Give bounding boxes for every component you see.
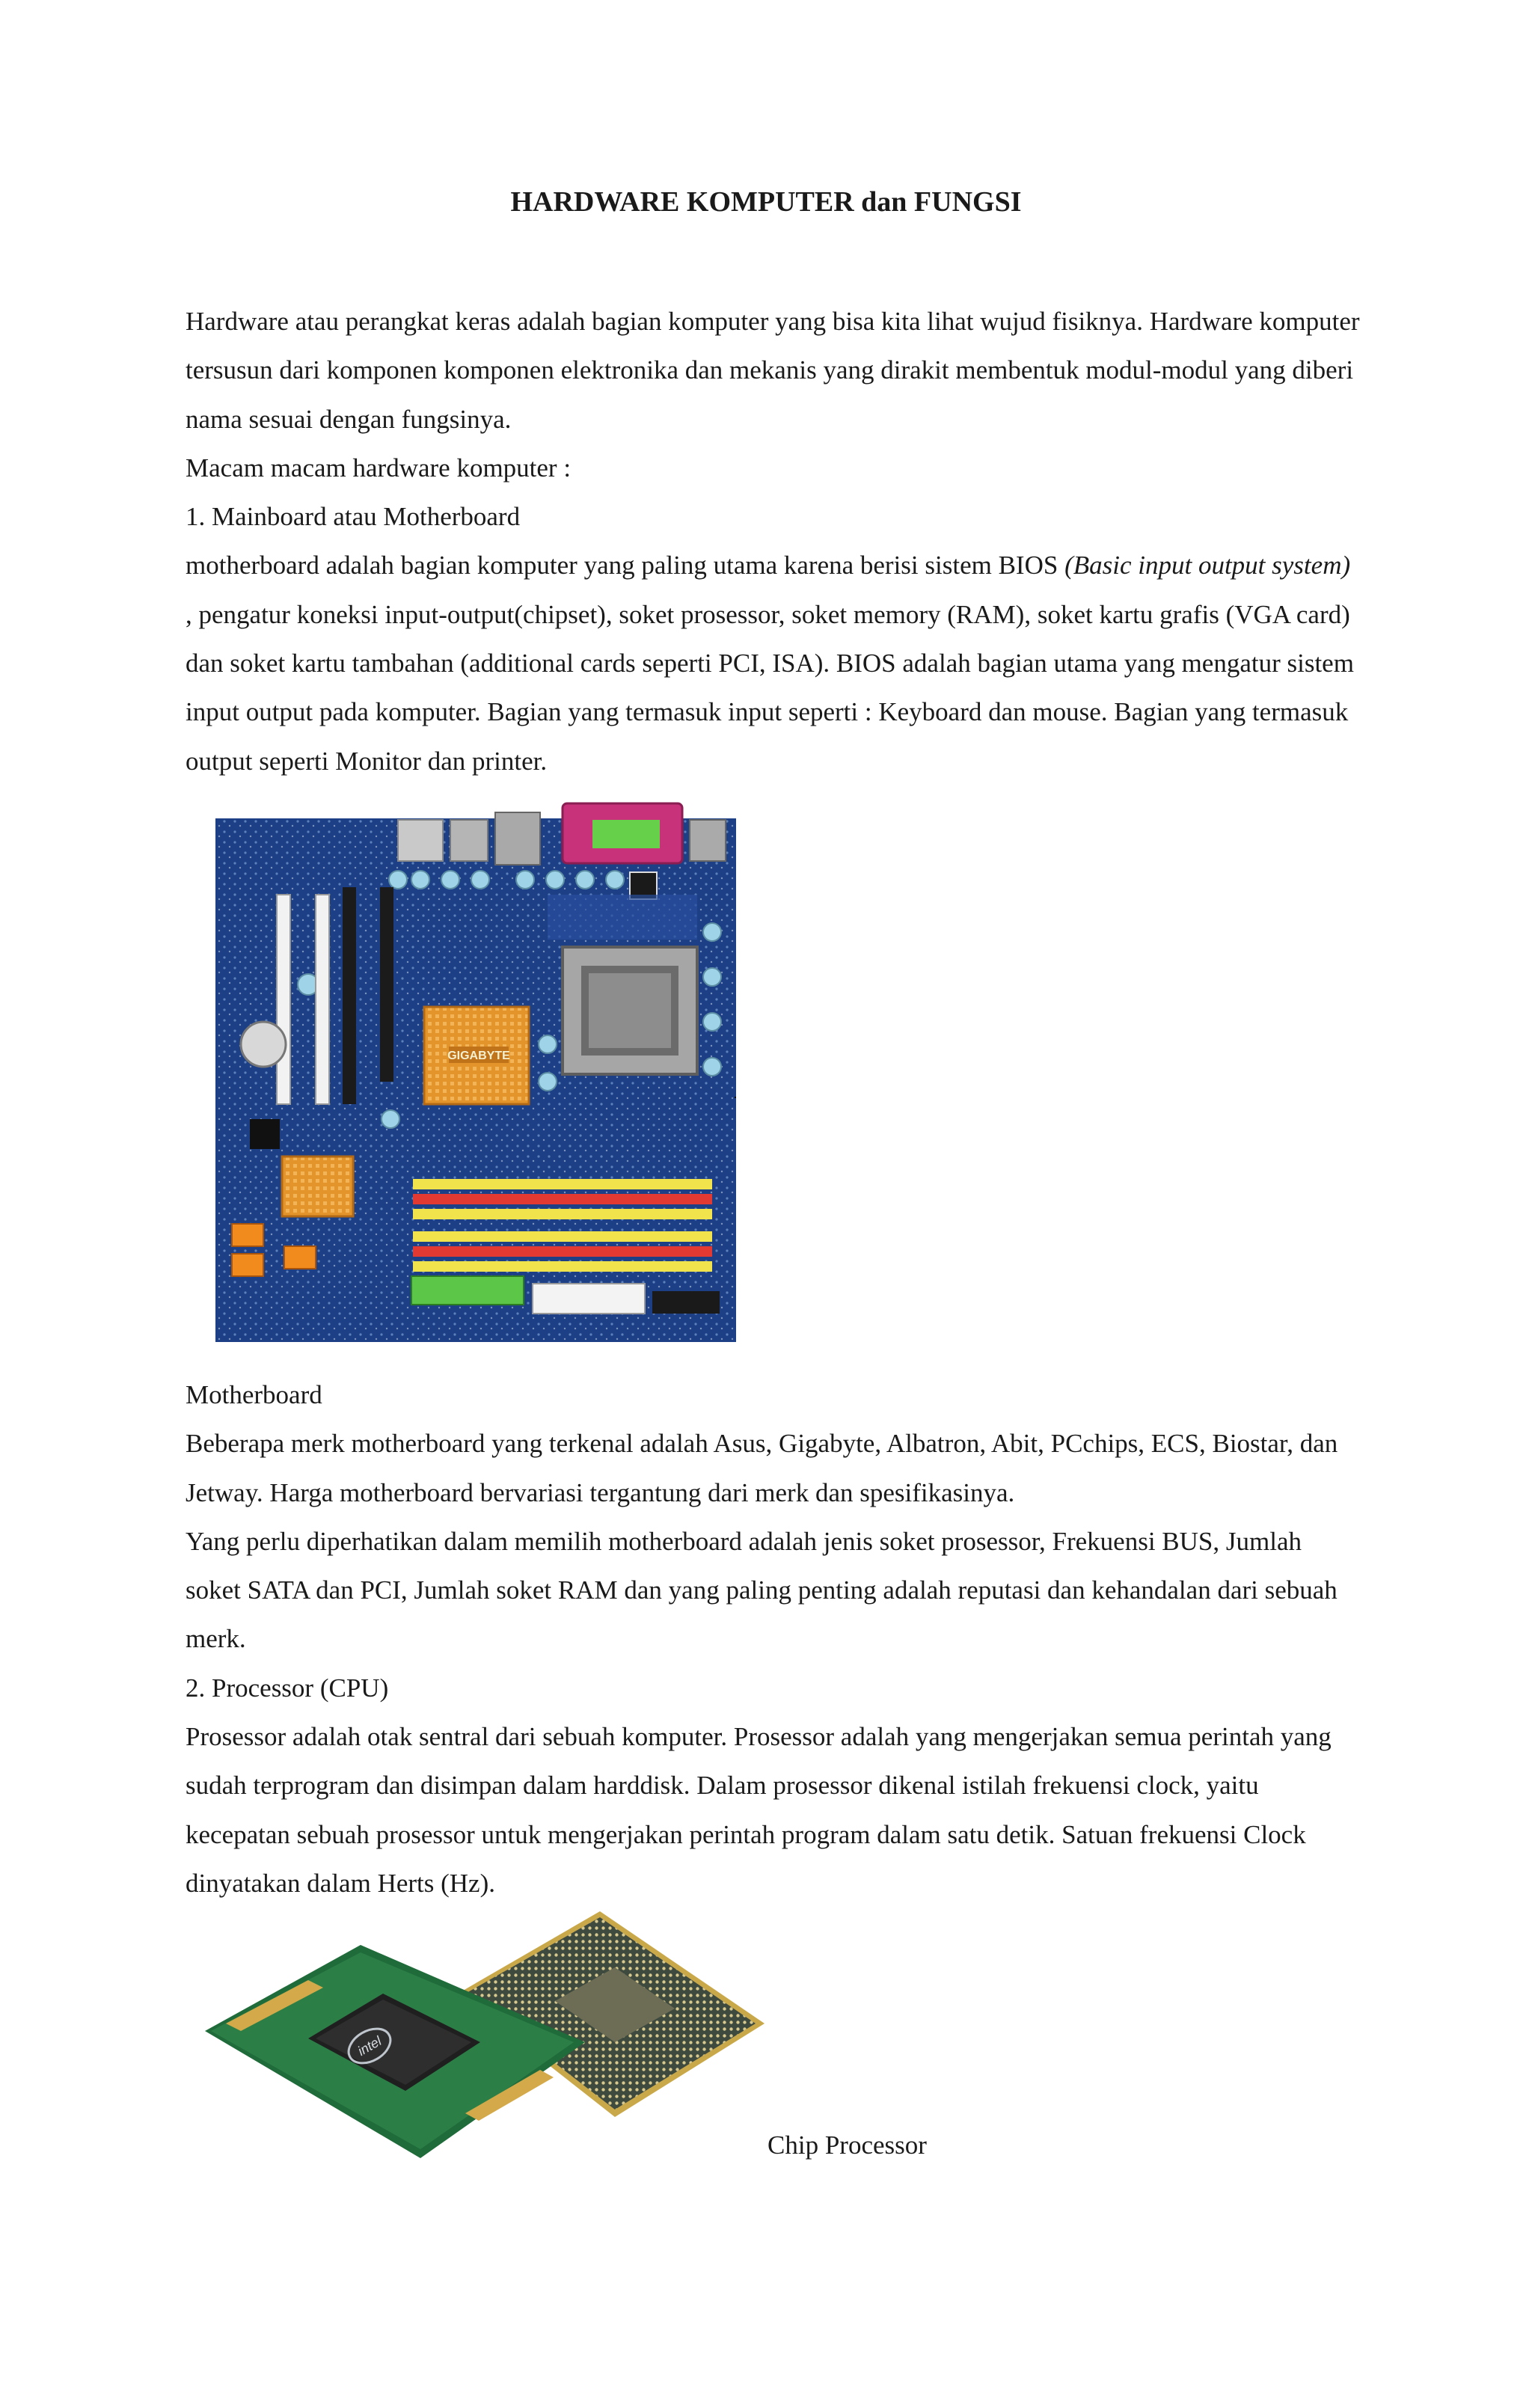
motherboard-caption: Motherboard xyxy=(186,1380,322,1409)
document-title: HARDWARE KOMPUTER dan FUNGSI xyxy=(510,186,1022,218)
section1-text-start: motherboard adalah bagian komputer yang paling utama karena berisi sistem BIOS xyxy=(186,551,1065,580)
list-heading: Macam macam hardware komputer : xyxy=(186,453,572,482)
intro-paragraph: Hardware atau perangkat keras adalah bagian komputer yang bisa kita lihat wujud fisiknya. Hardware komputer tersusun dari komponen komponen elektronika dan mekanis yang dirakit membentuk modul-modul yang diberi nama sesuai dengan fungsinya. xyxy=(186,307,1360,434)
section1-text-end: , pengatur koneksi input-output(chipset), soket prosessor, soket memory (RAM), soket kartu grafis (VGA card) dan soket kartu tambahan (additional cards seperti PCI, ISA). BIOS adalah bagian utama yang mengatur sistem input output pada komputer. Bagian yang termasuk input seperti : Keyboard dan mouse. Bagian yang termasuk output seperti Monitor dan printer. xyxy=(186,599,1354,776)
section1-paragraph xyxy=(186,541,1360,785)
text-block-lower xyxy=(186,1370,1360,1908)
intel-logo-label: intel xyxy=(355,2033,384,2059)
processor-chip-image xyxy=(196,1911,770,2166)
text-block-upper xyxy=(186,297,1360,785)
section2-paragraph: Prosessor adalah otak sentral dari sebuah komputer. Prosessor adalah yang mengerjakan semua perintah yang sudah terprogram dan disimpan dalam harddisk. Dalam prosessor dikenal istilah frekuensi clock, yaitu kecepatan sebuah prosessor untuk mengerjakan perintah program dalam satu detik. Satuan frekuensi Clock dinyatakan dalam Herts (Hz). xyxy=(186,1722,1332,1898)
processor-caption: Chip Processor xyxy=(767,2130,927,2160)
section1-heading: 1. Mainboard atau Motherboard xyxy=(186,502,521,532)
section1-paragraph-2: Beberapa merk motherboard yang terkenal adalah Asus, Gigabyte, Albatron, Abit, PCchips, ECS, Biostar, dan Jetway. Harga motherboard bervariasi tergantung dari merk dan spesifikasinya. xyxy=(186,1429,1338,1507)
motherboard-image xyxy=(211,797,744,1348)
section1-text-italic: (Basic input output system) xyxy=(1064,551,1351,580)
section2-heading: 2. Processor (CPU) xyxy=(186,1673,389,1703)
heatsink-brand-label: GIGABYTE xyxy=(447,1050,510,1062)
section1-paragraph-3: Yang perlu diperhatikan dalam memilih motherboard adalah jenis soket prosessor, Frekuensi BUS, Jumlah soket SATA dan PCI, Jumlah soket RAM dan yang paling penting adalah reputasi dan kehandalan dari sebuah merk. xyxy=(186,1526,1338,1654)
